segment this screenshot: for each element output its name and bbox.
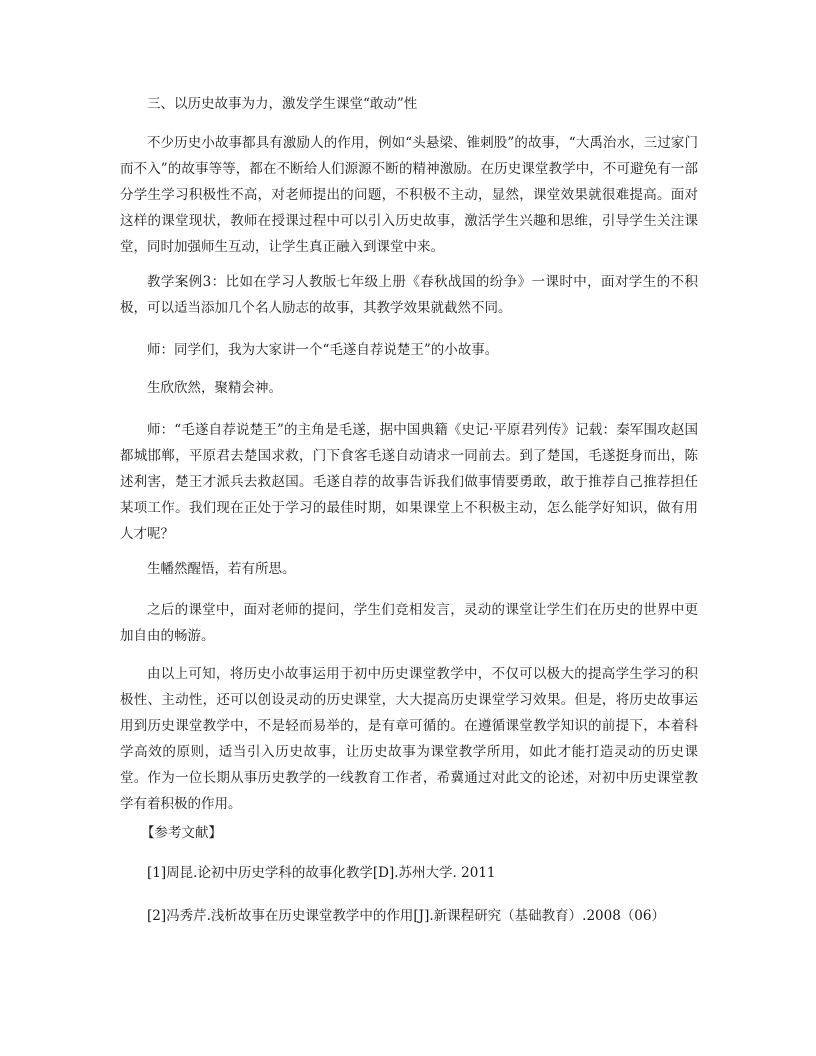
paragraph-teacher-story: 师：“毛遂自荐说楚王”的主角是毛遂，据中国典籍《史记·平原君列传》记载：秦军围攻赵国都城邯郸，平原君去楚国求救，门下食客毛遂自动请求一同前去。到了楚国，毛遂挺身而出，陈述利害，楚王才派兵去救赵国。毛遂自荐的故事告诉我们做事情要勇敢，敢于推荐自己推荐担任某项工作。我们现在正处于学习的最佳时期，如果课堂上不积极主动，怎么能学好知识，做有用人才呢？ — [120, 422, 698, 542]
reference-item-1: [1]周昆.论初中历史学科的故事化教学[D].苏州大学. 2011 — [147, 865, 496, 881]
paragraph-intro: 不少历史小故事都具有激励人的作用，例如“头悬梁、锥刺股”的故事，“大禹治水，三过家门而不入”的故事等等，都在不断给人们源源不断的精神激励。在历史课堂教学中，不可避免有一部分学生学习积极性不高，对老师提出的问题，不积极不主动，显然，课堂效果就很难提高。面对这样的课堂现状，教师在授课过程中可以引入历史故事，激活学生兴趣和思维，引导学生关注课堂，同时加强师生互动，让学生真正融入到课堂中来。 — [120, 135, 698, 255]
paragraph-teacher-opening: 师：同学们，我为大家讲一个“毛遂自荐说楚王”的小故事。 — [147, 342, 499, 358]
paragraph-student-reaction: 生欣欣然，聚精会神。 — [147, 380, 282, 396]
paragraph-student-reflection: 生幡然醒悟，若有所思。 — [147, 561, 296, 577]
section-heading: 三、以历史故事为力，激发学生课堂“敢动”性 — [147, 96, 418, 112]
references-heading: 【参考文献】 — [141, 825, 222, 841]
reference-item-2: [2]冯秀芹.浅析故事在历史课堂教学中的作用[J].新课程研究（基础教育）.2008（06） — [147, 908, 665, 924]
paragraph-conclusion: 由以上可知，将历史小故事运用于初中历史课堂教学中，不仅可以极大的提高学生学习的积极性、主动性，还可以创设灵动的历史课堂，大大提高历史课堂学习效果。但是，将历史故事运用到历史课堂教学中，不是轻而易举的，是有章可循的。在遵循课堂教学知识的前提下，本着科学高效的原则，适当引入历史故事，让历史故事为课堂教学所用，如此才能打造灵动的历史课堂。作为一位长期从事历史教学的一线教育工作者，希冀通过对此文的论述，对初中历史课堂教学有着积极的作用。 — [120, 666, 698, 812]
paragraph-later-class: 之后的课堂中，面对老师的提问，学生们竞相发言，灵动的课堂让学生们在历史的世界中更加自由的畅游。 — [120, 602, 698, 644]
paragraph-case-3: 教学案例3：比如在学习人教版七年级上册《春秋战国的纷争》一课时中，面对学生的不积极，可以适当添加几个名人励志的故事，其教学效果就截然不同。 — [120, 274, 698, 316]
